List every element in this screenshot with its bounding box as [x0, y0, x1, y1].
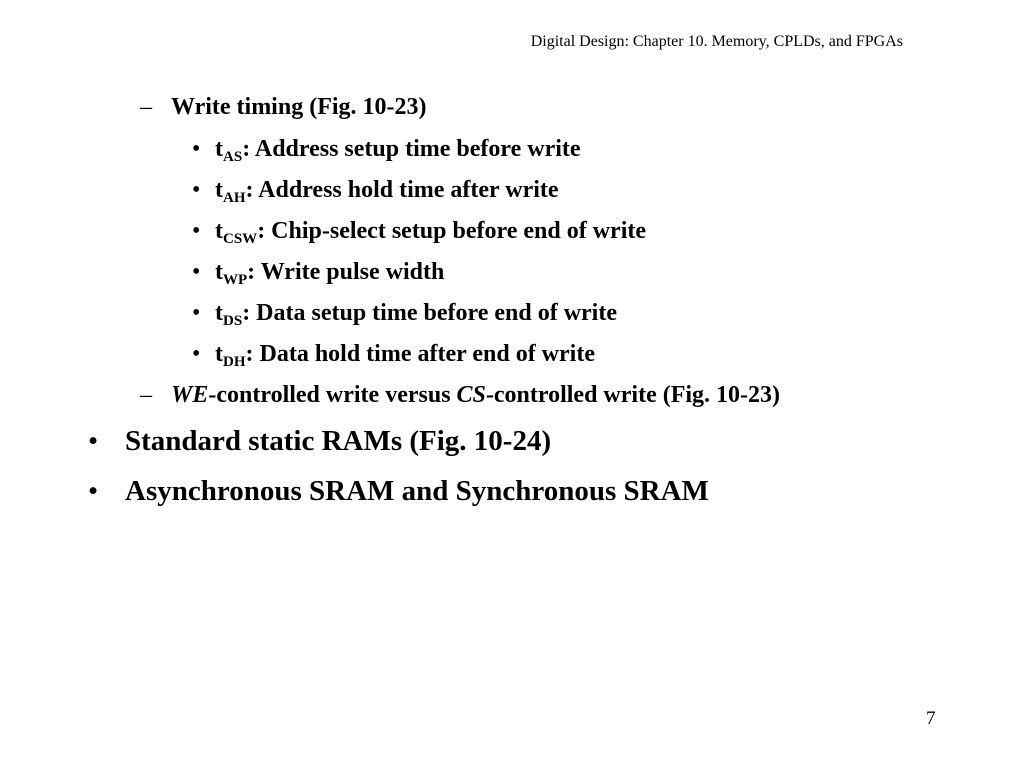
timing-subscript: DH [223, 354, 246, 370]
bullet-dot: • [192, 136, 201, 162]
controlled-write-text: -controlled write versus [208, 382, 457, 408]
timing-subscript: AS [223, 149, 243, 165]
main-bullet-text: Standard static RAMs (Fig. 10-24) [125, 425, 552, 457]
main-bullet-async-sync-sram [88, 475, 709, 508]
main-bullet-standard-srams [88, 425, 552, 458]
bullet-dot: • [88, 475, 99, 507]
timing-item-tah [192, 177, 559, 206]
timing-symbol: t [215, 136, 223, 162]
timing-symbol: t [215, 300, 223, 326]
timing-description: : Chip-select setup before end of write [257, 218, 647, 244]
write-timing-text: Write timing (Fig. 10-23) [171, 94, 427, 120]
timing-subscript: WP [223, 272, 248, 288]
bullet-dot: • [192, 218, 201, 244]
timing-symbol: t [215, 218, 223, 244]
timing-description: : Address hold time after write [245, 177, 559, 203]
cs-signal: CS [456, 382, 486, 408]
timing-subscript: CSW [223, 231, 258, 247]
timing-description: : Data hold time after end of write [245, 341, 595, 367]
bullet-dot: • [192, 259, 201, 285]
controlled-write-item [140, 382, 781, 409]
timing-subscript: AH [223, 190, 246, 206]
page-number: 7 [926, 708, 936, 729]
bullet-dot: • [192, 177, 201, 203]
timing-symbol: t [215, 259, 223, 285]
bullet-dot: • [192, 341, 201, 367]
timing-symbol: t [215, 341, 223, 367]
main-bullet-text: Asynchronous SRAM and Synchronous SRAM [125, 475, 709, 507]
timing-subscript: DS [223, 313, 243, 329]
bullet-dot: • [88, 425, 99, 457]
write-timing-item [140, 94, 427, 121]
dash-bullet: – [140, 94, 152, 120]
dash-bullet: – [140, 382, 152, 408]
timing-symbol: t [215, 177, 223, 203]
timing-item-tcsw [192, 218, 647, 247]
timing-description: : Data setup time before end of write [242, 300, 617, 326]
slide-header-title: Digital Design: Chapter 10. Memory, CPLDs, and FPGAs [530, 33, 903, 50]
timing-item-tdh [192, 341, 595, 370]
bullet-dot: • [192, 300, 201, 326]
timing-item-tas [192, 136, 581, 165]
timing-item-twp [192, 259, 445, 288]
timing-description: : Write pulse width [247, 259, 445, 285]
timing-item-tds [192, 300, 617, 329]
controlled-write-text-end: -controlled write (Fig. 10-23) [485, 382, 781, 408]
timing-description: : Address setup time before write [242, 136, 581, 162]
we-signal: WE [171, 382, 209, 408]
